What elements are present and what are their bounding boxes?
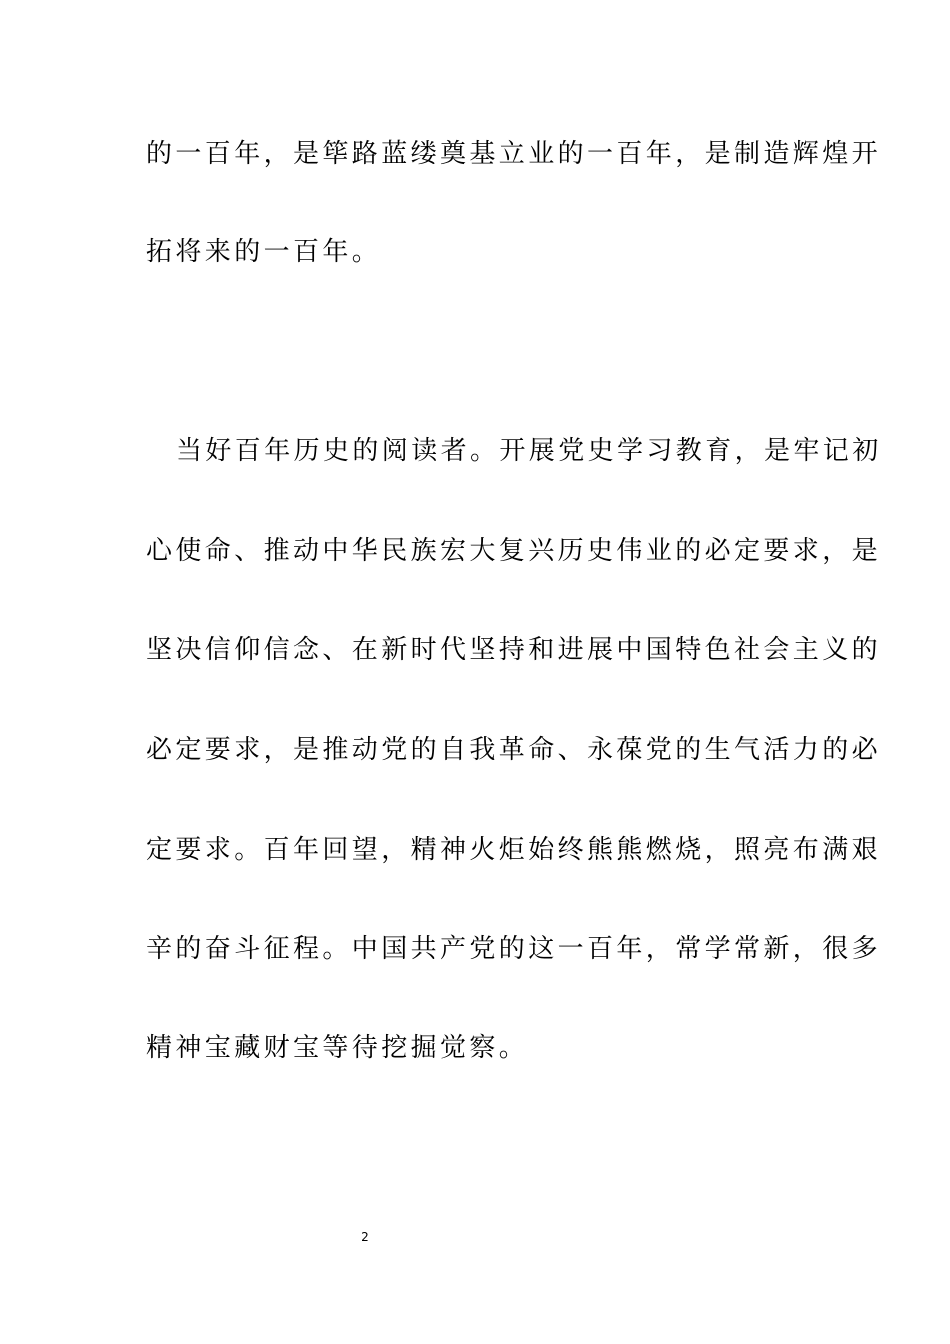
paragraph-2-line-7: 精神宝藏财宝等待挖掘觉察。 <box>146 1033 529 1063</box>
paragraph-2-line-1: 当好百年历史的阅读者。开展党史学习教育，是牢记初 <box>176 436 882 466</box>
paragraph-2-line-2: 心使命、推动中华民族宏大复兴历史伟业的必定要求，是 <box>146 536 882 566</box>
paragraph-2-line-4: 必定要求，是推动党的自我革命、永葆党的生气活力的必 <box>146 735 882 765</box>
paragraph-2-line-3: 坚决信仰信念、在新时代坚持和进展中国特色社会主义的 <box>146 635 882 665</box>
page-number: 2 <box>361 1230 369 1244</box>
paragraph-2-line-5: 定要求。百年回望，精神火炬始终熊熊燃烧，照亮布满艰 <box>146 835 882 865</box>
paragraph-2-line-6: 辛的奋斗征程。中国共产党的这一百年，常学常新，很多 <box>146 934 882 964</box>
paragraph-1-line-1: 的一百年，是筚路蓝缕奠基立业的一百年，是制造辉煌开 <box>146 139 882 169</box>
paragraph-1-line-2: 拓将来的一百年。 <box>146 237 382 267</box>
